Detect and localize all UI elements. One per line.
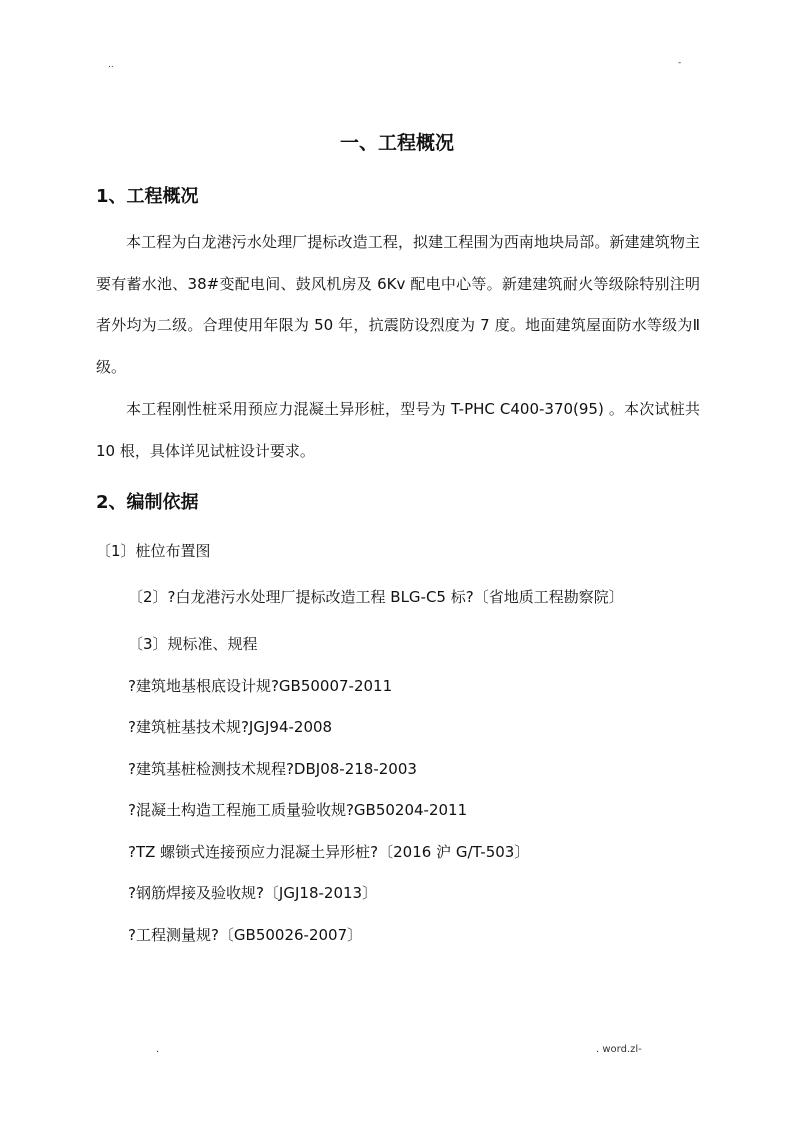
footer-left-mark: . [156, 1044, 160, 1055]
page-title: 一、工程概况 [339, 132, 454, 154]
section-1-heading: 1、工程概况 [96, 186, 199, 207]
header-right-mark: - [678, 58, 682, 68]
section-1-paragraph-2: 本工程刚性桩采用预应力混凝土异形桩，型号为 T-PHC C400-370(95) 。本次试桩共 10 根，具体详见试桩设计要求。 [96, 400, 700, 460]
section-2-heading: 2、编制依据 [96, 492, 199, 513]
basis-item-2: 〔2〕?白龙港污水处理厂提标改造工程 BLG-C5 标?〔省地质工程勘察院〕 [128, 588, 624, 606]
basis-item-1: 〔1〕桩位布置图 [96, 542, 211, 560]
standard-item: ?建筑桩基技术规?JGJ94-2008 [128, 718, 333, 736]
footer-right-mark: . word.zl- [596, 1044, 642, 1055]
standard-item: ?TZ 螺锁式连接预应力混凝土异形桩?〔2016 沪 G/T-503〕 [128, 843, 530, 861]
section-1-paragraph-1: 本工程为白龙港污水处理厂提标改造工程，拟建工程围为西南地块局部。新建建筑物主要有蓄水池、38#变配电间、鼓风机房及 6Kv 配电中心等。新建建筑耐火等级除特别注明者外均为二级。合理使用年限为 50 年，抗震防设烈度为 7 度。地面建筑屋面防水等级为Ⅱ级。 [96, 233, 700, 376]
standard-item: ?建筑地基根底设计规?GB50007-2011 [128, 677, 393, 695]
basis-item-3: 〔3〕规标准、规程 [128, 635, 258, 653]
standard-item: ?钢筋焊接及验收规?〔JGJ18-2013〕 [128, 884, 378, 902]
standard-item: ?建筑基桩检测技术规程?DBJ08-218-2003 [128, 760, 417, 778]
standard-item: ?混凝土构造工程施工质量验收规?GB50204-2011 [128, 801, 468, 819]
header-left-mark: .. [108, 60, 114, 70]
standard-item: ?工程测量规?〔GB50026-2007〕 [128, 926, 363, 944]
